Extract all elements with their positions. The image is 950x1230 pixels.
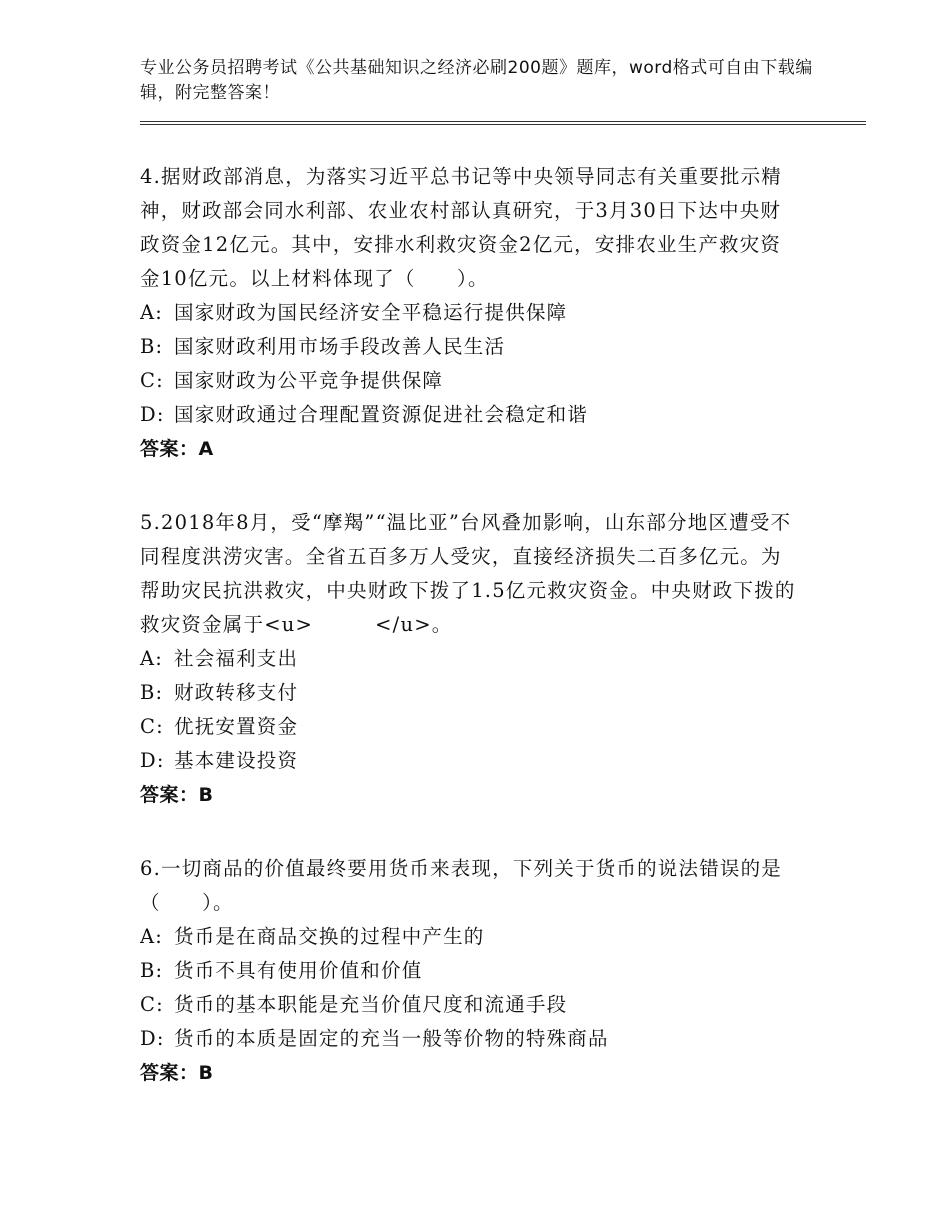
option-a <box>140 642 800 676</box>
option-letter: B: <box>140 959 164 982</box>
question-5 <box>140 506 800 812</box>
question-6 <box>140 852 800 1090</box>
option-c <box>140 364 800 398</box>
option-letter: A: <box>140 647 164 670</box>
answer-line <box>140 778 800 812</box>
option-text: 优抚安置资金 <box>174 715 299 738</box>
header-title: 专业公务员招聘考试《公共基础知识之经济必刷200题》题库，word格式可自由下载编辑，附完整答案！ <box>140 58 813 103</box>
option-a <box>140 296 800 330</box>
option-text: 货币是在商品交换的过程中产生的 <box>174 925 485 948</box>
answer-label: 答案： <box>140 1062 199 1084</box>
option-letter: B: <box>140 681 164 704</box>
answer-line <box>140 432 800 466</box>
option-c <box>140 988 800 1022</box>
option-a <box>140 920 800 954</box>
option-b <box>140 676 800 710</box>
option-text: 国家财政通过合理配置资源促进社会稳定和谐 <box>174 403 589 426</box>
option-letter: C: <box>140 715 164 738</box>
option-d <box>140 398 800 432</box>
option-text: 国家财政利用市场手段改善人民生活 <box>174 335 506 358</box>
header-rule-top <box>140 121 866 122</box>
document-header <box>140 56 820 106</box>
option-text: 货币的本质是固定的充当一般等价物的特殊商品 <box>174 1027 609 1050</box>
question-list <box>140 160 800 1130</box>
answer-value: B <box>198 784 214 806</box>
option-text: 国家财政为国民经济安全平稳运行提供保障 <box>174 301 568 324</box>
option-letter: C: <box>140 993 164 1016</box>
answer-value: B <box>198 1062 214 1084</box>
question-4 <box>140 160 800 466</box>
option-b <box>140 330 800 364</box>
answer-label: 答案： <box>140 438 199 460</box>
option-text: 基本建设投资 <box>174 749 299 772</box>
option-text: 社会福利支出 <box>174 647 299 670</box>
option-letter: A: <box>140 925 164 948</box>
option-text: 财政转移支付 <box>174 681 299 704</box>
option-letter: C: <box>140 369 164 392</box>
option-letter: A: <box>140 301 164 324</box>
option-letter: D: <box>140 1027 165 1050</box>
question-stem: 5.2018年8月，受“摩羯”“温比亚”台风叠加影响，山东部分地区遭受不同程度洪涝灾害。全省五百多万人受灾，直接经济损失二百多亿元。为帮助灾民抗洪救灾，中央财政下拨了1.5亿元救灾资金。中央财政下拨的救灾资金属于<u> </u>。 <box>140 511 796 636</box>
option-text: 货币的基本职能是充当价值尺度和流通手段 <box>174 993 568 1016</box>
option-letter: B: <box>140 335 164 358</box>
option-d <box>140 1022 800 1056</box>
option-text: 国家财政为公平竞争提供保障 <box>174 369 444 392</box>
option-letter: D: <box>140 749 165 772</box>
option-c <box>140 710 800 744</box>
answer-label: 答案： <box>140 784 199 806</box>
option-letter: D: <box>140 403 165 426</box>
option-text: 货币不具有使用价值和价值 <box>174 959 423 982</box>
question-stem: 6.一切商品的价值最终要用货币来表现，下列关于货币的说法错误的是（ ）。 <box>140 857 783 914</box>
answer-line <box>140 1056 800 1090</box>
header-rule-bottom <box>140 124 866 125</box>
option-b <box>140 954 800 988</box>
answer-value: A <box>198 438 214 460</box>
option-d <box>140 744 800 778</box>
question-stem: 4.据财政部消息，为落实习近平总书记等中央领导同志有关重要批示精神，财政部会同水利部、农业农村部认真研究，于3月30日下达中央财政资金12亿元。其中，安排水利救灾资金2亿元，安排农业生产救灾资金10亿元。以上材料体现了（ ）。 <box>140 165 783 290</box>
